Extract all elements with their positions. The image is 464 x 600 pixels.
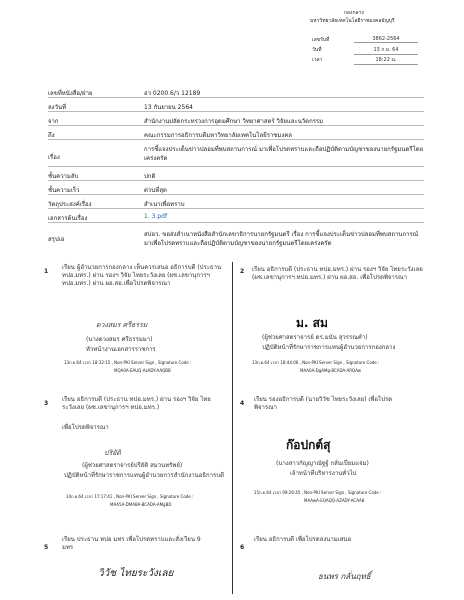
section-3-text: เรียน อธิการบดี (ประธาน ทปอ.มทร.) ผ่าน รองฯ วิจัย ไทยระวังเลย (ผช.เลขานุการฯ ทปอ.มทร.) (62, 396, 211, 411)
stamp-date-label: วันที่ (312, 47, 322, 53)
summary-value: สปอว. ขอส่งสำเนาหนังสือสำนักเลขาธิการนายกรัฐมนตรี เรื่อง การชี้แจงประเด็นข่าวปลอมที่พบสถานการณ์ มาเพื่อโปรดทราบและถือปฏิบัติตามบัญชาของนายกรัฐมนตรีโดยเคร่งครัด (144, 231, 419, 247)
attachment-link[interactable]: 1. 3.pdf (144, 213, 168, 220)
secret-value: ปกติ (144, 173, 156, 180)
section-5-number: 5 (44, 544, 49, 551)
section-3-number: 3 (44, 400, 49, 407)
section-1-number: 1 (44, 268, 49, 275)
section-6-text: เรียน อธิการบดี เพื่อโปรดลงนามเสนอ (254, 536, 352, 543)
section-4-position: เจ้าหน้าที่บริหารงานทั่วไป (290, 470, 357, 477)
secret-label: ชั้นความลับ (48, 173, 79, 180)
stamp-date-row (312, 46, 422, 55)
section-1-text: เรียน ผู้อำนวยการกองกลาง เห็นควรเสนอ อธิการบดี (ประธาน ทปอ.มทร.) ผ่าน รองฯ วิจัย ไทยระวังเลย (ผช.เลขานุการฯ ทปอ.มทร.) ผ่าน ผอ.สอ.เพื่อโปรดพิจารณา (62, 264, 222, 287)
section-3-position: ปฏิบัติหน้าที่รักษาราชการแทนผู้อำนวยการสำนักงานอธิการบดี (64, 472, 224, 479)
section-1-position: หัวหน้างานเอกสารราชการ (86, 346, 156, 353)
section-3-footer: 14ก.ย.64 เวลา 17:17:41 , Non-PKI Server Sign , Signature Code : (66, 494, 194, 499)
divider (48, 111, 424, 112)
stamp-receive-no-label: เลขรับที่ (312, 37, 330, 43)
receive-stamp (288, 10, 424, 84)
stamp-university: มหาวิทยาลัยเทคโนโลยีราชมงคลธัญบุรี (310, 18, 395, 24)
stamp-time: 18:22 น. (354, 56, 418, 65)
doc-no-label: เลขที่หนังสือ/ฝ่าย (48, 90, 93, 97)
divider (48, 194, 424, 195)
stamp-time-row (312, 56, 422, 65)
section-3-text2: เพื่อโปรดพิจารณา (62, 424, 109, 431)
date-label: ลงวันที่ (48, 104, 67, 111)
section-2-footer: 13ก.ย.64 เวลา 18:44:06 , Non-PKI Server Sign , Signature Code : (252, 360, 380, 365)
urgency-value: ด่วนที่สุด (144, 187, 167, 194)
urgency-label: ชั้นความเร็ว (48, 187, 80, 194)
section-6-signature: ธนพร กลั่นฤทธิ์ (318, 572, 371, 581)
section-2-name: (ผู้ช่วยศาสตราจารย์ ดร.มนัน สุวรรณคำ) (262, 334, 368, 341)
section-1-code: MQA0A-EAUQ-AzADY-AAQBB (114, 368, 171, 373)
divider (48, 139, 424, 140)
divider (48, 125, 424, 126)
stamp-receive-no-row (312, 36, 422, 45)
section-4-number: 4 (240, 400, 245, 407)
column-divider (232, 262, 233, 594)
divider (48, 208, 424, 209)
divider (48, 97, 424, 98)
section-4-footer: 15ก.ย.64 เวลา 09:26:45 , Non-PKI Server Sign , Signature Code : (254, 490, 382, 495)
from-value: สำนักงานปลัดกระทรวงการอุดมศึกษา วิทยาศาสตร์ วิจัยและนวัตกรรม (144, 118, 324, 125)
section-4-name: (นางสาวกัญญาณัฐฐ์ กลั่นเปี่ยมแจ่ม) (276, 460, 369, 467)
section-4-signature: ก๊อปกต์สุ (286, 438, 331, 452)
attachment-label: เอกสารต้นเรื่อง (48, 215, 88, 222)
stamp-receive-no: 3862-2564 (354, 36, 418, 43)
subject-value: การชี้แจงประเด็นข่าวปลอมที่พบสถานการณ์ มาเพื่อโปรดทราบและถือปฏิบัติตามบัญชาของนายกรัฐมนตรีโดยเคร่งครัด (144, 146, 424, 162)
section-1-name: (นางดวงสมร ศรีธรรมมา) (86, 336, 153, 343)
section-2-position: ปฏิบัติหน้าที่รักษาราชการแทนผู้อำนวยการกองกลาง (262, 344, 396, 351)
divider (48, 180, 424, 181)
to-value: คณะกรรมการอธิการบดีมหาวิทยาลัยเทคโนโลยีราชมงคล (144, 132, 292, 139)
purpose-label: วัตถุประสงค์เรื่อง (48, 201, 92, 208)
section-3-name: (ผู้ช่วยศาสตราจารย์ปรียัติ สมวนทรัพย์) (82, 462, 183, 469)
section-2-signature: ม. สม (296, 316, 328, 330)
section-2-code: MAA0A-DgAMg-BCADA-ARQAw (300, 368, 362, 373)
section-5-text: เรียน ประธาน ทปอ มทร เพื่อโปรดทราบและสั่งเวียน 9 มทร (62, 536, 201, 551)
section-5-signature: วิวัช ไทยระวังเลย (98, 568, 174, 579)
divider (48, 222, 424, 223)
section-3-code: MAA5A-DMABA-BCADA-AMgBD (110, 502, 172, 507)
section-4-code: MAAwA-EQAQQ-AZADY-ACAA8 (304, 498, 365, 503)
doc-date: 13 กันยายน 2564 (144, 104, 193, 111)
stamp-time-label: เวลา (312, 57, 323, 63)
stamp-date: 13 ก.ย. 64 (354, 46, 418, 55)
from-label: จาก (48, 118, 59, 125)
section-3-signature: ปริยัติ (104, 449, 121, 457)
stamp-office: กองกลาง (344, 10, 364, 16)
section-4-text: เรียน รองอธิการบดี (นายวิวัช ไทยระวังเลย) เพื่อโปรดพิจารณา (254, 396, 393, 411)
summary-label: สรุปเอ (48, 236, 65, 243)
section-2-number: 2 (240, 268, 245, 275)
section-1-signature: ดวงสมร ศรีธรรม (96, 321, 148, 329)
to-label: ถึง (48, 132, 55, 139)
subject-label: เรื่อง (48, 154, 60, 161)
purpose-value: สำเนาเพื่อทราบ (144, 201, 185, 208)
section-2-text: เรียน อธิการบดี (ประธาน ทปอ.มทร.) ผ่าน รองฯ วิจัย ไทยระวังเลย (ผช.เลขานุการฯ ทปอ.มทร.) ผ่าน ผอ.สอ. เพื่อโปรดพิจารณา (252, 266, 423, 281)
section-1-footer: 13ก.ย.64 เวลา 18:32:15 , Non-PKI Server Sign , Signature Code : (64, 360, 192, 365)
section-6-number: 6 (240, 544, 245, 551)
doc-no: อว 0200.6/ว 12189 (144, 90, 201, 97)
divider (48, 166, 424, 167)
